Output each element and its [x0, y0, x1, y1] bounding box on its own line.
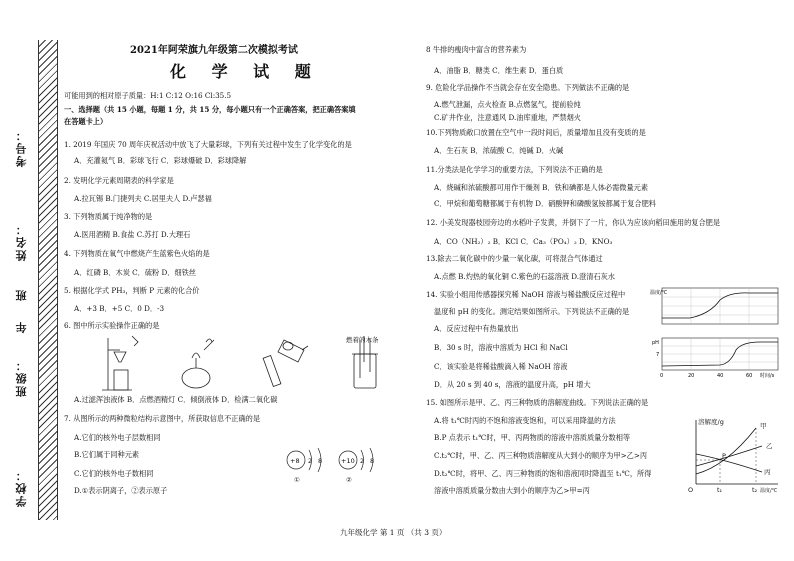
q11-options-ab: A．烧碱和浓硫酸都可用作干燥剂 B．铁和碘都是人体必需微量元素 — [434, 183, 649, 192]
pouring-liquid — [263, 340, 308, 386]
q14-option-c: C．该实验是将稀盐酸滴入稀 NaOH 溶液 — [434, 362, 568, 371]
label-p: P — [722, 452, 726, 460]
label-t2: t₂ — [752, 486, 758, 494]
q3-options: A.医用酒精 B.食盐 C.苏打 D.大理石 — [74, 230, 191, 239]
q6-stem: 6. 图中所示实验操作正确的是 — [64, 321, 160, 330]
solubility-axis-label: 溶解度/g — [698, 418, 724, 426]
tick-20: 20 — [688, 373, 695, 378]
label-t1: t₁ — [717, 486, 723, 494]
ion1-e1: 2 — [308, 457, 313, 465]
section-instruction-2: 在答题卡上） — [64, 117, 108, 126]
q9-options-ab: A.燃气泄漏，点火检查 B.点燃氢气，提前验纯 — [434, 100, 581, 109]
q10-options: A．生石灰 B．浓硫酸 C．纯碱 D．火碱 — [434, 146, 564, 155]
q12-stem: 12. 小美发现器枝园旁边的水稻叶子发黄，并倒下了一片，你认为应该向稻田施用的复合肥是 — [426, 218, 721, 227]
q14-stem-1: 14. 实验小组用传感器探究稀 NaOH 溶液与稀盐酸反应过程中 — [426, 290, 626, 299]
q14-option-d: D．从 20 s 到 40 s，溶液的温度升高，pH 增大 — [434, 380, 591, 389]
temp-axis-label: 温度/℃ — [650, 290, 668, 296]
tick-60: 60 — [746, 373, 753, 378]
temperature-graph — [650, 288, 778, 324]
grade-char: 年 — [15, 320, 28, 333]
q1-options: A．充灌氦气 B．彩球飞行 C．彩球爆破 D．彩球降解 — [74, 156, 247, 165]
q14-option-a: A．反应过程中有热量放出 — [434, 324, 519, 333]
exam-number-label: 考号： — [15, 128, 28, 167]
label-1: ① — [294, 476, 300, 484]
q9-options-cd: C.矿井作业，注意通风 D.油库重地，严禁烟火 — [434, 113, 581, 122]
binding-hatch — [38, 40, 58, 520]
alcohol-lamp — [182, 339, 214, 388]
q7-option-b: B.它们属于同种元素 — [74, 450, 140, 459]
q2-options: A.拉瓦锡 B.门捷列夫 C.居里夫人 D.卢瑟福 — [74, 194, 212, 203]
burning-wood-label: 燃着的木条 — [346, 336, 379, 344]
ion2-core: +10 — [341, 457, 355, 465]
label-o: O — [688, 486, 694, 494]
q8-options: A．油脂 B．糖类 C．维生素 D．蛋白质 — [434, 66, 564, 75]
label-bing: 丙 — [764, 468, 771, 476]
temp-ph-graphs — [650, 284, 784, 378]
q14-option-b: B．30 s 时，溶液中溶质为 HCl 和 NaCl — [434, 343, 568, 352]
class-label: 班级： — [15, 358, 28, 397]
q1-stem: 1. 2019 年国庆 70 周年庆祝活动中放飞了大量彩球，下列有关过程中发生了化学变化的是 — [64, 140, 352, 149]
q11-stem: 11.分类法是化学学习的重要方法，下列说法不正确的是 — [426, 165, 603, 174]
q6-apparatus — [98, 332, 398, 394]
q7-option-a: A.它们的核外电子层数相同 — [74, 433, 161, 442]
ph-graph — [652, 338, 778, 378]
filter-apparatus — [102, 336, 138, 390]
ph-tick-7: 7 — [656, 352, 660, 358]
label-2: ② — [346, 476, 352, 484]
ion1-core: +8 — [290, 457, 300, 465]
q11-options-cd: C．甲烷和葡萄糖都属于有机物 D．硝酸钾和磷酸氢铵都属于复合肥料 — [434, 199, 656, 208]
q15-stem: 15. 如图所示是甲、乙、丙三种物质的溶解度曲线。下列说法正确的是 — [426, 398, 649, 407]
q7-stem: 7. 从图所示的两种微粒结构示意图中，所获取信息不正确的是 — [64, 414, 261, 423]
atomic-mass-note: 可能用到的相对原子质量：H:1 C:12 O:16 Cl:35.5 — [64, 91, 232, 100]
q15-option-d-1: D.t₂℃时，将甲、乙、丙三种物质的饱和溶液同时降温至 t₁℃，所得 — [434, 469, 652, 478]
ion1-e2: 8 — [318, 457, 323, 465]
q13-stem: 13.除去二氧化碳中的少量一氧化碳，可将混合气体通过 — [426, 254, 603, 263]
exam-title: 2021年阿荣旗九年级第二次模拟考试 — [130, 45, 298, 56]
q8-stem: 8 牛排的瘦肉中富含的营养素为 — [426, 45, 527, 54]
q14-stem-2: 温度和 pH 的变化。测定结果如图所示。下列说法不正确的是 — [434, 307, 630, 316]
q4-options: A．红磷 B．木炭 C．硫粉 D．细铁丝 — [74, 268, 197, 277]
q6-options: A.过滤浑浊液体 B．点燃酒精灯 C．倾倒液体 D．检满二氧化碳 — [74, 395, 278, 404]
q4-stem: 4. 下列物质在氧气中燃烧产生蓝紫色火焰的是 — [64, 249, 210, 258]
section-instruction-1: 一、选择题（共 15 小题，每题 1 分，共 15 分，每小题只有一个正确答案，把正确答案填 — [64, 105, 356, 114]
binding-margin — [0, 0, 62, 561]
page-footer: 九年级化学 第 1 页 （共 3 页） — [340, 528, 447, 537]
particle-structure-diagrams — [282, 440, 402, 486]
q3-stem: 3. 下列物质属于纯净物的是 — [64, 212, 153, 221]
q15-option-d-2: 溶液中溶质质量分数由大到小的顺序为乙>甲=丙 — [434, 486, 590, 495]
time-axis-label: 时间/s — [760, 373, 775, 378]
q10-stem: 10.下列物质敞口放置在空气中一段时间后，质量增加且没有变质的是 — [426, 128, 646, 137]
school-label: 学校： — [15, 468, 28, 507]
label-yi: 乙 — [766, 442, 773, 450]
q13-options: A.点燃 B.灼热的氧化铜 C.紫色的石蕊溶液 D.澄清石灰水 — [434, 272, 615, 281]
q12-options: A．CO（NH₂）₂ B．KCl C．Ca₃（PO₄）₂ D．KNO₃ — [434, 237, 613, 246]
q9-stem: 9. 危险化学品操作不当就会存在安全隐患。下列做法不正确的是 — [426, 83, 630, 92]
label-jia: 甲 — [760, 422, 767, 430]
q5-options: A．+3 B．+5 C．0 D．-3 — [74, 304, 165, 313]
q5-stem: 5. 根据化学式 PH₃，判断 P 元素的化合价 — [64, 286, 200, 295]
q7-option-c: C.它们的核外电子数相同 — [74, 469, 154, 478]
tick-0: 0 — [660, 373, 664, 378]
q15-option-a: A.将 t₁℃时丙的不饱和溶液变饱和，可以采用降温的方法 — [434, 416, 616, 425]
class-char: 班 — [15, 288, 28, 301]
solubility-graph — [686, 414, 784, 494]
tick-40: 40 — [717, 373, 724, 378]
exam-subtitle: 化 学 试 题 — [170, 62, 321, 81]
ion2-e1: 2 — [360, 457, 365, 465]
name-label: 姓名： — [15, 222, 28, 261]
ph-axis-label: pH — [652, 340, 659, 346]
q7-option-d: D.①表示阴离子，②表示原子 — [74, 486, 168, 495]
q15-option-b: B.P 点表示 t₁℃时，甲、丙两物质的溶液中溶质质量分数相等 — [434, 433, 631, 442]
q15-option-c: C.t₂℃时，甲、乙、丙三种物质溶解度从大到小的顺序为甲>乙>丙 — [434, 451, 648, 460]
q2-stem: 2. 发明化学元素周期表的科学家是 — [64, 176, 174, 185]
ion2-e2: 8 — [370, 457, 375, 465]
temp-x-axis-label: 温度/℃ — [760, 488, 778, 494]
